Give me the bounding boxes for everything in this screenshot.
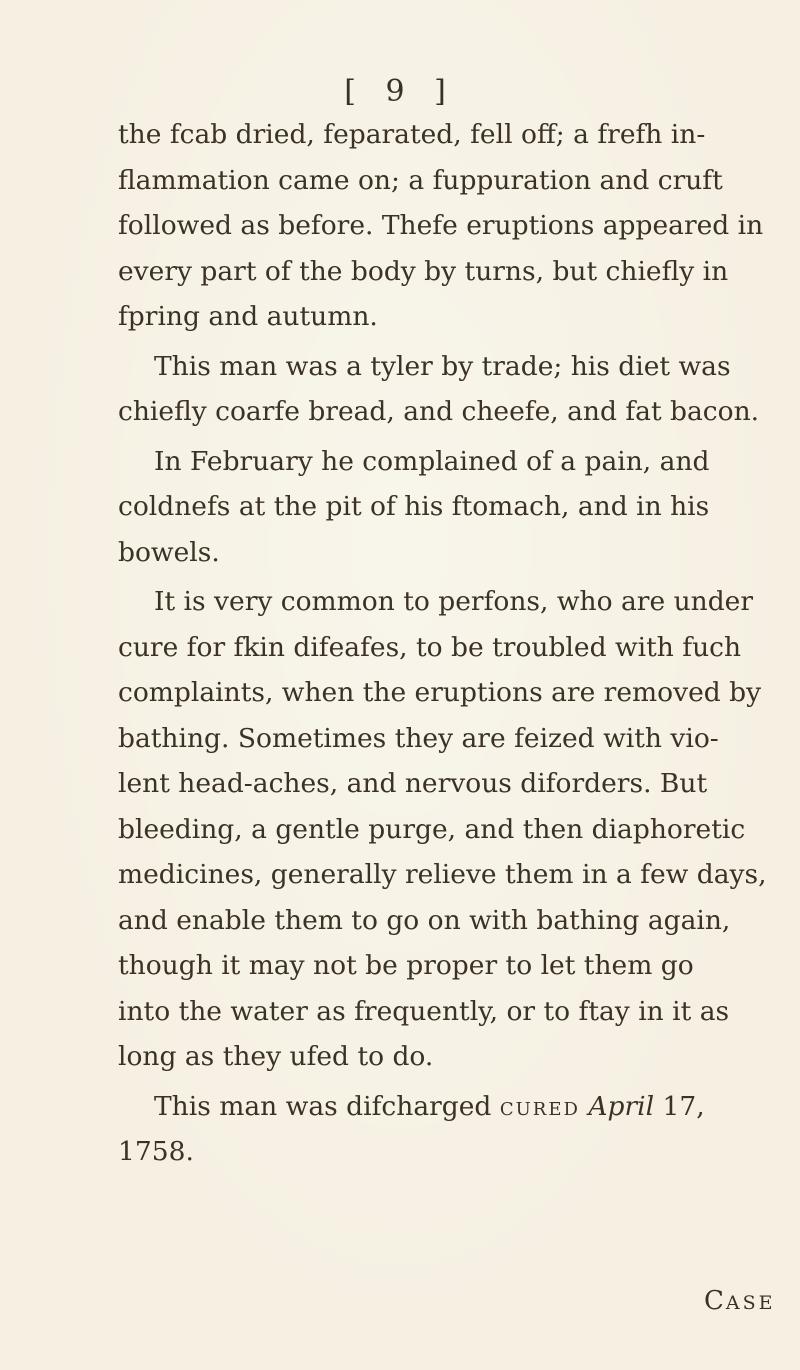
text-line (118, 1084, 798, 1130)
text-line: It is very common to perfons, who are under (154, 586, 754, 617)
paragraph-2 (118, 344, 798, 435)
paragraph-1 (118, 112, 798, 340)
text-line: into the water as frequently, or to ftay in it as (118, 995, 730, 1027)
text-line: cure for fkin difeafes, to be troubled with fuch (118, 631, 742, 663)
paragraph-4 (118, 579, 798, 1080)
text-line: lent head-aches, and nervous diforders. But (118, 768, 708, 799)
text-line: and enable them to go on with bathing again, (118, 904, 731, 936)
text-line: every part of the body by turns, but chiefly in (118, 255, 729, 287)
text-line: though it may not be proper to let them go (118, 950, 694, 981)
text-line: 1758. (118, 1136, 194, 1167)
text-line: bowels. (118, 536, 220, 568)
text-line: This man was a tyler by trade; his diet was (154, 350, 731, 382)
cured-smallcaps: CURED (499, 1098, 580, 1120)
month-italic: April (588, 1090, 655, 1122)
text-line: medicines, generally relieve them in a few days, (118, 859, 767, 890)
text-line: fpring and autumn. (118, 301, 378, 332)
catchword-rest: ASE (725, 1292, 776, 1314)
day-text: 17, (654, 1090, 705, 1122)
text-line: chiefly coarfe bread, and cheefe, and fat bacon. (118, 396, 760, 427)
catchword (704, 1286, 776, 1316)
catchword-initial: C (704, 1286, 726, 1316)
text-line: followed as before. Thefe eruptions appeared in (118, 210, 764, 241)
text-line: the fcab dried, feparated, fell off; a frefh in- (118, 119, 706, 150)
text-line: long as they ufed to do. (118, 1041, 434, 1072)
text-line: In February he complained of a pain, and (154, 445, 710, 477)
text-line: complaints, when the eruptions are removed by (118, 677, 762, 708)
body-text (118, 112, 798, 1175)
text-line: bathing. Sometimes they are feized with vio- (118, 722, 719, 754)
text-line: coldnefs at the pit of his ftomach, and in his (118, 491, 710, 522)
text-line: flammation came on; a fuppuration and cruft (118, 164, 723, 196)
text-line: bleeding, a gentle purge, and then diaphoretic (118, 813, 746, 845)
page-number: [ 9 ] (344, 74, 456, 109)
discharge-text: This man was difcharged (154, 1090, 500, 1122)
paragraph-5 (118, 1084, 798, 1175)
paragraph-3 (118, 439, 798, 576)
